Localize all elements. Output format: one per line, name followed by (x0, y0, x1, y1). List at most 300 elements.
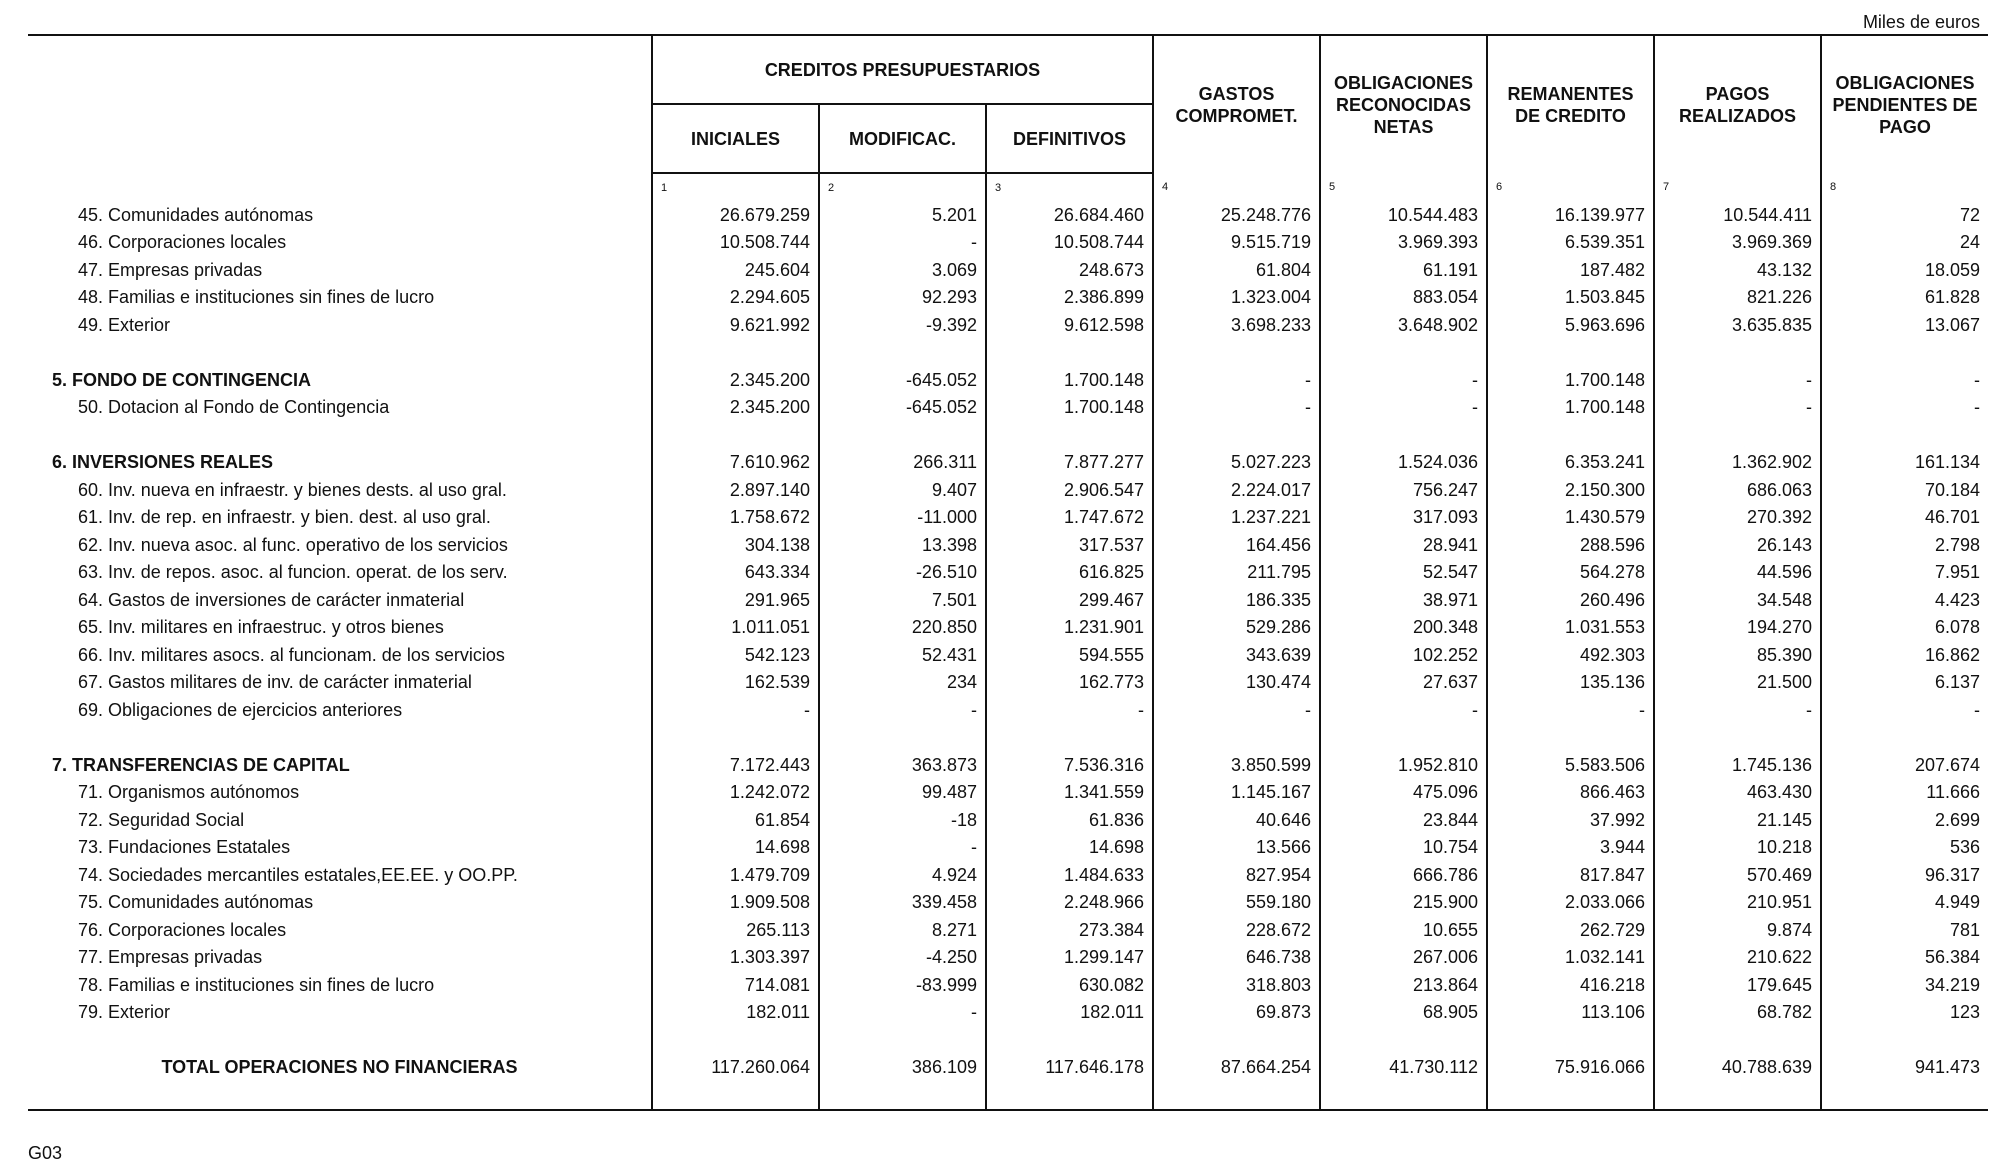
cell-value: 24 (1959, 232, 1981, 253)
row-label: 61. Inv. de rep. en infraestr. y bien. dest. al uso gral. (28, 504, 652, 532)
cell-value: 416.218 (1487, 972, 1654, 1000)
chapter-row (28, 752, 1988, 780)
cell-value: 339.458 (819, 889, 986, 917)
cell-value: 117.646.178 (986, 1054, 1153, 1082)
cell-value: 6.539.351 (1487, 229, 1654, 257)
cell-value: 1.231.901 (986, 614, 1153, 642)
row-label: 65. Inv. militares en infraestruc. y otros bienes (28, 614, 652, 642)
cell-value: 5.027.223 (1153, 449, 1320, 477)
cell-value (986, 1027, 1153, 1055)
cell-value (1153, 724, 1320, 752)
cell-value: 1.700.148 (1487, 367, 1654, 395)
cell-value: - (1654, 367, 1821, 395)
cell-value: 291.965 (652, 587, 819, 615)
cell-value: 4.949 (1934, 892, 1981, 913)
cell-value: 1.430.579 (1487, 504, 1654, 532)
cell-value: 99.487 (819, 779, 986, 807)
cell-value: 559.180 (1153, 889, 1320, 917)
cell-value (1487, 724, 1654, 752)
cell-value: - (819, 999, 986, 1027)
cell-value (652, 422, 819, 450)
cell-value: 2.386.899 (986, 284, 1153, 312)
row-label: TOTAL OPERACIONES NO FINANCIERAS (28, 1054, 652, 1082)
cell-value: 186.335 (1153, 587, 1320, 615)
cell-value: 817.847 (1487, 862, 1654, 890)
cell-value: 5.963.696 (1487, 312, 1654, 340)
cell-value: 3.635.835 (1654, 312, 1821, 340)
cell-value: 1.700.148 (1487, 394, 1654, 422)
cell-value: 2.033.066 (1487, 889, 1654, 917)
cell-value: - (1654, 697, 1821, 725)
cell-value: 61.854 (652, 807, 819, 835)
cell-value: 161.134 (1914, 452, 1981, 473)
budget-table (28, 34, 1988, 1111)
cell-value: 61.804 (1153, 257, 1320, 285)
table-row (28, 697, 1988, 725)
cell-value: 211.795 (1153, 559, 1320, 587)
cell-value: - (986, 697, 1153, 725)
row-label: 48. Familias e instituciones sin fines de lucro (28, 284, 652, 312)
table-body (28, 173, 1988, 1110)
cell-value: 96.317 (1924, 864, 1981, 885)
spacer-row (28, 422, 1988, 450)
cell-value: 343.639 (1153, 642, 1320, 670)
cell-value (1654, 1027, 1821, 1055)
cell-value: 72 (1959, 204, 1981, 225)
table-row (28, 807, 1988, 835)
cell-value: 228.672 (1153, 917, 1320, 945)
row-label: 5. FONDO DE CONTINGENCIA (28, 367, 652, 395)
cell-value: 40.646 (1153, 807, 1320, 835)
row-label: 63. Inv. de repos. asoc. al funcion. operat. de los serv. (28, 559, 652, 587)
cell-value: 11.666 (1926, 782, 1981, 803)
cell-value: 61.828 (1924, 287, 1981, 308)
row-label: 64. Gastos de inversiones de carácter inmaterial (28, 587, 652, 615)
cell-value: 25.248.776 (1153, 202, 1320, 230)
cell-value: 304.138 (652, 532, 819, 560)
cell-value (652, 339, 819, 367)
cell-value: 69.873 (1153, 999, 1320, 1027)
table-row (28, 642, 1988, 670)
cell-value: 164.456 (1153, 532, 1320, 560)
cell-value: 1.299.147 (986, 944, 1153, 972)
cell-value (986, 339, 1153, 367)
cell-value: - (1974, 397, 1981, 418)
cell-value: 10.544.483 (1320, 202, 1487, 230)
cell-value: 215.900 (1320, 889, 1487, 917)
cell-value: 1.700.148 (986, 394, 1153, 422)
cell-value: -83.999 (819, 972, 986, 1000)
cell-value: 1.909.508 (652, 889, 819, 917)
row-label: 77. Empresas privadas (28, 944, 652, 972)
cell-value: 288.596 (1487, 532, 1654, 560)
column-number-row (28, 173, 1988, 202)
cell-value: 187.482 (1487, 257, 1654, 285)
cell-value: 1.323.004 (1153, 284, 1320, 312)
cell-value: 6.078 (1934, 617, 1981, 638)
cell-value: 714.081 (652, 972, 819, 1000)
cell-value: - (1320, 394, 1487, 422)
cell-value (1320, 724, 1487, 752)
cell-value: 1.303.397 (652, 944, 819, 972)
concept-header (28, 35, 652, 173)
cell-value: 41.730.112 (1320, 1054, 1487, 1082)
cell-value: 2.224.017 (1153, 477, 1320, 505)
column-number: 2 (819, 173, 986, 202)
cell-value (1487, 339, 1654, 367)
cell-value: 68.782 (1654, 999, 1821, 1027)
cell-value (819, 422, 986, 450)
cell-value: 1.747.672 (986, 504, 1153, 532)
cell-value: 4.924 (819, 862, 986, 890)
cell-value: 179.645 (1654, 972, 1821, 1000)
cell-value: 200.348 (1320, 614, 1487, 642)
cell-value: 9.515.719 (1153, 229, 1320, 257)
cell-value: 37.992 (1487, 807, 1654, 835)
cell-value: 10.508.744 (986, 229, 1153, 257)
cell-value: 56.384 (1924, 947, 1981, 968)
cell-value: 386.109 (819, 1054, 986, 1082)
row-label: 7. TRANSFERENCIAS DE CAPITAL (28, 752, 652, 780)
cell-value (1153, 422, 1320, 450)
cell-value: 1.032.141 (1487, 944, 1654, 972)
table-row (28, 669, 1988, 697)
table-row (28, 972, 1988, 1000)
cell-value: 16.862 (1924, 644, 1981, 665)
cell-value: 43.132 (1654, 257, 1821, 285)
cell-value: 13.398 (819, 532, 986, 560)
creditos-group-header: CREDITOS PRESUPUESTARIOS (652, 35, 1153, 104)
cell-value: 61.836 (986, 807, 1153, 835)
table-row (28, 999, 1988, 1027)
cell-value: 666.786 (1320, 862, 1487, 890)
cell-value: 5.201 (819, 202, 986, 230)
cell-value: 102.252 (1320, 642, 1487, 670)
cell-value: 821.226 (1654, 284, 1821, 312)
cell-value (819, 724, 986, 752)
cell-value: 570.469 (1654, 862, 1821, 890)
row-label: 71. Organismos autónomos (28, 779, 652, 807)
cell-value: 8.271 (819, 917, 986, 945)
cell-value: 3.648.902 (1320, 312, 1487, 340)
col-header-pendientes: OBLIGACIONES PENDIENTES DE PAGO (1821, 35, 1988, 173)
cell-value: 1.011.051 (652, 614, 819, 642)
table-row (28, 229, 1988, 257)
row-label: 79. Exterior (28, 999, 652, 1027)
cell-value: 9.407 (819, 477, 986, 505)
cell-value: 130.474 (1153, 669, 1320, 697)
cell-value: 38.971 (1320, 587, 1487, 615)
cell-value: 492.303 (1487, 642, 1654, 670)
column-number: 7 (1654, 173, 1821, 202)
table-row (28, 202, 1988, 230)
cell-value (1153, 339, 1320, 367)
row-label: 74. Sociedades mercantiles estatales,EE.EE. y OO.PP. (28, 862, 652, 890)
row-label: 73. Fundaciones Estatales (28, 834, 652, 862)
table-row (28, 587, 1988, 615)
cell-value: 463.430 (1654, 779, 1821, 807)
cell-value: 2.345.200 (652, 394, 819, 422)
cell-value: 21.145 (1654, 807, 1821, 835)
cell-value: 317.093 (1320, 504, 1487, 532)
cell-value: 26.143 (1654, 532, 1821, 560)
cell-value: 1.758.672 (652, 504, 819, 532)
cell-value: 14.698 (652, 834, 819, 862)
cell-value: 26.684.460 (986, 202, 1153, 230)
cell-value: 234 (819, 669, 986, 697)
cell-value (819, 339, 986, 367)
table-row (28, 614, 1988, 642)
cell-value: 6.353.241 (1487, 449, 1654, 477)
cell-value: 1.700.148 (986, 367, 1153, 395)
cell-value: 6.137 (1934, 672, 1981, 693)
cell-value: - (1487, 697, 1654, 725)
table-header (28, 35, 1988, 173)
cell-value: 182.011 (652, 999, 819, 1027)
row-label: 66. Inv. militares asocs. al funcionam. de los servicios (28, 642, 652, 670)
cell-value: 75.916.066 (1487, 1054, 1654, 1082)
cell-value (1320, 339, 1487, 367)
total-row (28, 1054, 1988, 1082)
cell-value: 756.247 (1320, 477, 1487, 505)
cell-value: 4.423 (1934, 589, 1981, 610)
cell-value: 616.825 (986, 559, 1153, 587)
cell-value: 3.969.393 (1320, 229, 1487, 257)
cell-value: 10.218 (1654, 834, 1821, 862)
cell-value: 113.106 (1487, 999, 1654, 1027)
cell-value: 210.622 (1654, 944, 1821, 972)
column-number: 5 (1320, 173, 1487, 202)
cell-value: - (819, 229, 986, 257)
cell-value: 162.539 (652, 669, 819, 697)
cell-value: 883.054 (1320, 284, 1487, 312)
cell-value: 27.637 (1320, 669, 1487, 697)
cell-value: 3.069 (819, 257, 986, 285)
cell-value (652, 1027, 819, 1055)
cell-value: 1.031.553 (1487, 614, 1654, 642)
table-row (28, 257, 1988, 285)
chapter-row (28, 367, 1988, 395)
footer-code: G03 (28, 1143, 63, 1163)
cell-value: 18.059 (1924, 259, 1981, 280)
cell-value: 213.864 (1320, 972, 1487, 1000)
cell-value: 643.334 (652, 559, 819, 587)
cell-value: 317.537 (986, 532, 1153, 560)
cell-value: - (1320, 367, 1487, 395)
cell-value: 1.503.845 (1487, 284, 1654, 312)
cell-value: -4.250 (819, 944, 986, 972)
row-label (28, 1027, 652, 1055)
cell-value (1654, 339, 1821, 367)
cell-value: 1.745.136 (1654, 752, 1821, 780)
column-number: 1 (652, 173, 819, 202)
table-bottom-row (28, 1082, 1988, 1111)
cell-value: 7.501 (819, 587, 986, 615)
cell-value: 7.172.443 (652, 752, 819, 780)
cell-value: 646.738 (1153, 944, 1320, 972)
cell-value: 207.674 (1914, 754, 1981, 775)
cell-value: - (1153, 367, 1320, 395)
cell-value: 3.850.599 (1153, 752, 1320, 780)
cell-value: 529.286 (1153, 614, 1320, 642)
row-label: 69. Obligaciones de ejercicios anteriores (28, 697, 652, 725)
cell-value: 40.788.639 (1654, 1054, 1821, 1082)
column-number: 8 (1830, 181, 1837, 194)
row-label: 6. INVERSIONES REALES (28, 449, 652, 477)
cell-value: 16.139.977 (1487, 202, 1654, 230)
cell-value: 1.952.810 (1320, 752, 1487, 780)
cell-value: 941.473 (1914, 1057, 1981, 1078)
cell-value: 265.113 (652, 917, 819, 945)
table-row (28, 284, 1988, 312)
cell-value (819, 1027, 986, 1055)
table-row (28, 834, 1988, 862)
cell-value: -9.392 (819, 312, 986, 340)
col-header-gastos: GASTOS COMPROMET. (1153, 35, 1320, 173)
cell-value: 273.384 (986, 917, 1153, 945)
cell-value: 1.242.072 (652, 779, 819, 807)
cell-value: 182.011 (986, 999, 1153, 1027)
cell-value: 3.969.369 (1654, 229, 1821, 257)
row-label (28, 724, 652, 752)
cell-value: 3.944 (1487, 834, 1654, 862)
cell-value (1487, 1027, 1654, 1055)
cell-value: 162.773 (986, 669, 1153, 697)
cell-value: -645.052 (819, 367, 986, 395)
row-label: 67. Gastos militares de inv. de carácter inmaterial (28, 669, 652, 697)
cell-value: 2.294.605 (652, 284, 819, 312)
cell-value: 1.524.036 (1320, 449, 1487, 477)
cell-value: 87.664.254 (1153, 1054, 1320, 1082)
row-label: 76. Corporaciones locales (28, 917, 652, 945)
column-number: 4 (1153, 173, 1320, 202)
cell-value: 1.237.221 (1153, 504, 1320, 532)
cell-value: 52.431 (819, 642, 986, 670)
cell-value (986, 724, 1153, 752)
cell-value (986, 422, 1153, 450)
table-row (28, 532, 1988, 560)
cell-value (1821, 724, 1988, 752)
cell-value: 61.191 (1320, 257, 1487, 285)
cell-value: 34.219 (1924, 974, 1981, 995)
col-header-modificac: MODIFICAC. (819, 104, 986, 173)
cell-value: 245.604 (652, 257, 819, 285)
cell-value: 363.873 (819, 752, 986, 780)
cell-value: 23.844 (1320, 807, 1487, 835)
cell-value (1821, 422, 1988, 450)
cell-value: 9.621.992 (652, 312, 819, 340)
cell-value: 21.500 (1654, 669, 1821, 697)
cell-value: 260.496 (1487, 587, 1654, 615)
cell-value: 630.082 (986, 972, 1153, 1000)
cell-value: 7.536.316 (986, 752, 1153, 780)
cell-value: 135.136 (1487, 669, 1654, 697)
cell-value: 26.679.259 (652, 202, 819, 230)
table-row (28, 394, 1988, 422)
cell-value: 2.897.140 (652, 477, 819, 505)
cell-value: -26.510 (819, 559, 986, 587)
cell-value (1320, 1027, 1487, 1055)
cell-value: 220.850 (819, 614, 986, 642)
table-row (28, 504, 1988, 532)
cell-value: 1.341.559 (986, 779, 1153, 807)
cell-value: - (652, 697, 819, 725)
cell-value: 866.463 (1487, 779, 1654, 807)
cell-value: - (1320, 697, 1487, 725)
cell-value: 210.951 (1654, 889, 1821, 917)
cell-value: 1.362.902 (1654, 449, 1821, 477)
row-label: 47. Empresas privadas (28, 257, 652, 285)
cell-value: 9.874 (1654, 917, 1821, 945)
col-header-iniciales: INICIALES (652, 104, 819, 173)
cell-value: 52.547 (1320, 559, 1487, 587)
cell-value: 2.248.966 (986, 889, 1153, 917)
cell-value: 267.006 (1320, 944, 1487, 972)
cell-value: 2.906.547 (986, 477, 1153, 505)
cell-value: 2.699 (1934, 809, 1981, 830)
spacer-row (28, 339, 1988, 367)
row-label: 60. Inv. nueva en infraestr. y bienes dests. al uso gral. (28, 477, 652, 505)
cell-value: 299.467 (986, 587, 1153, 615)
cell-value: 7.877.277 (986, 449, 1153, 477)
cell-value (1821, 1027, 1988, 1055)
cell-value: 781 (1949, 919, 1981, 940)
table-row (28, 889, 1988, 917)
col-header-definitivos: DEFINITIVOS (986, 104, 1153, 173)
cell-value (1153, 1027, 1320, 1055)
row-label: 62. Inv. nueva asoc. al func. operativo de los servicios (28, 532, 652, 560)
cell-value: -645.052 (819, 394, 986, 422)
row-label (28, 422, 652, 450)
cell-value: 70.184 (1924, 479, 1981, 500)
cell-value: 117.260.064 (652, 1054, 819, 1082)
cell-value: 10.508.744 (652, 229, 819, 257)
cell-value: 7.610.962 (652, 449, 819, 477)
row-label: 78. Familias e instituciones sin fines de lucro (28, 972, 652, 1000)
units-label: Miles de euros (1862, 12, 1980, 32)
cell-value: 9.612.598 (986, 312, 1153, 340)
cell-value: - (819, 834, 986, 862)
cell-value: -11.000 (819, 504, 986, 532)
cell-value: 44.596 (1654, 559, 1821, 587)
cell-value: - (819, 697, 986, 725)
col-header-remanentes: REMANENTES DE CREDITO (1487, 35, 1654, 173)
chapter-row (28, 449, 1988, 477)
table-row (28, 559, 1988, 587)
col-header-pagos: PAGOS REALIZADOS (1654, 35, 1821, 173)
cell-value (1654, 422, 1821, 450)
cell-value: 318.803 (1153, 972, 1320, 1000)
cell-value: 10.655 (1320, 917, 1487, 945)
cell-value (1654, 724, 1821, 752)
cell-value: 7.951 (1934, 562, 1981, 583)
row-label: 45. Comunidades autónomas (28, 202, 652, 230)
table-row (28, 477, 1988, 505)
cell-value: 68.905 (1320, 999, 1487, 1027)
cell-value: 123 (1949, 1002, 1981, 1023)
cell-value: 564.278 (1487, 559, 1654, 587)
cell-value (652, 724, 819, 752)
row-label: 50. Dotacion al Fondo de Contingencia (28, 394, 652, 422)
cell-value: 46.701 (1924, 507, 1981, 528)
table-row (28, 779, 1988, 807)
cell-value: 14.698 (986, 834, 1153, 862)
cell-value: 2.798 (1934, 534, 1981, 555)
cell-value: 1.484.633 (986, 862, 1153, 890)
spacer-row (28, 724, 1988, 752)
cell-value: - (1153, 394, 1320, 422)
cell-value: 475.096 (1320, 779, 1487, 807)
